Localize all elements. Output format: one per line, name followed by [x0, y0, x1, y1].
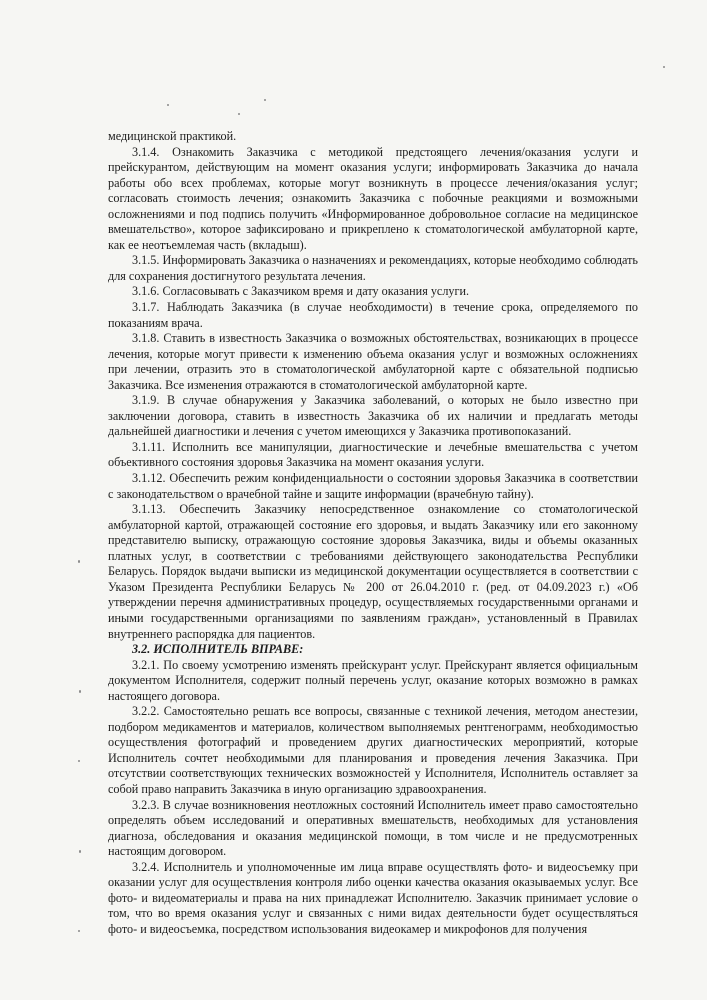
paragraph: 3.1.11. Исполнить все манипуляции, диагностические и лечебные вмешательства с учетом объективного состояния здоровья Заказчика на момент оказания услуги.: [108, 439, 638, 470]
paragraph: 3.1.6. Согласовывать с Заказчиком время и дату оказания услуги.: [132, 284, 470, 299]
scan-speck: [79, 850, 81, 853]
paragraph: 3.1.9. В случае обнаружения у Заказчика заболеваний, о которых не было известно при заключении договора, ставить в известность Заказчика об их наличии и предлагать методы дальнейшей диагностики и лечения с учетом имеющихся у Заказчика противопоказаний.: [108, 393, 638, 439]
scan-speck: [78, 930, 80, 932]
paragraph: 3.1.5. Информировать Заказчика о назначениях и рекомендациях, которые необходимо соблюдать для сохранения достигнутого результата лечения.: [108, 253, 638, 283]
scan-speck: [238, 113, 240, 115]
paragraph: 3.2.4. Исполнитель и уполномоченные им лица вправе осуществлять фото- и видеосъемку при оказании услуг для осуществления контроля либо оценки качества оказания оказываемых услуг. Все фото- и видеоматериалы и права на них принадлежат Исполнителю. Заказчик принимает условие о том, что во время оказания услуг и связанных с ними видах деятельности будет осуществляться фото- и видеосъемка, посредством использования видеокамер и микрофонов для получения: [108, 859, 638, 936]
scan-speck: [78, 560, 80, 563]
paragraph: 3.1.7. Наблюдать Заказчика (в случае необходимости) в течение срока, определяемого по показаниям врача.: [108, 300, 638, 330]
paragraph: 3.1.13. Обеспечить Заказчику непосредственное ознакомление со стоматологической амбулаторной картой, отражающей состояние его здоровья, и выдать Заказчику или его законному представителю выписку, отражающую состояние здоровья Заказчика, виды и объемы оказанных платных услуг, в соответствии с требованиями действующего законодательства Республики Беларусь. Порядок выдачи выписки из медицинской документации осуществляется в соответствии с Указом Президента Республики Беларусь № 200 от 26.04.2010 г. (ред. от 04.09.2023 г.) «Об утверждении перечня административных процедур, осуществляемых государственными органами и иными государственными организациями по заявлениям граждан», установленный в Правилах внутреннего распорядка для пациентов.: [108, 502, 638, 641]
paragraph: 3.2.3. В случае возникновения неотложных состояний Исполнитель имеет право самостоятельно определять объем исследований и оперативных вмешательств, необходимых для установления диагноза, обследования и оказания медицинской помощи, в том числе и не предусмотренных настоящим договором.: [108, 797, 638, 859]
paragraph: 3.2.2. Самостоятельно решать все вопросы, связанные с техникой лечения, методом анестезии, подбором медикаментов и материалов, количеством выполняемых рентгенограмм, необходимостью осуществления фотографий и проведением других диагностических мероприятий, которые Исполнитель сочтет необходимыми для планирования и проведения лечения Заказчика. При отсутствии соответствующих технических возможностей у Исполнителя, Исполнитель оставляет за собой право направить Заказчика в иную организацию здравоохранения.: [108, 704, 638, 796]
scan-speck: [78, 760, 80, 762]
scan-speck: [264, 99, 266, 101]
document-body: [108, 129, 638, 937]
paragraph: 3.1.4. Ознакомить Заказчика с методикой предстоящего лечения/оказания услуги и прейскурантом, действующим на момент оказания услуги; информировать Заказчика до начала работы обо всех проблемах, которые могут возникнуть в процессе лечения/оказания услуг; согласовать стоимость лечения; ознакомить Заказчика с побочные реакциями и возможными осложнениями и под подпись получить «Информированное добровольное согласие на медицинское вмешательство», которое зафиксировано и прикреплено к стоматологической амбулаторной карте, как ее неотъемлемая часть (вкладыш).: [108, 144, 638, 252]
paragraph: 3.1.8. Ставить в известность Заказчика о возможных обстоятельствах, возникающих в процессе лечения, которые могут привести к изменению объема оказания услуг и возможных осложнениях при лечении, отразить это в стоматологической амбулаторной карте с обязательной подписью Заказчика. Все изменения отражаются в стоматологической амбулаторной карте.: [108, 331, 638, 392]
paragraph: 3.2.1. По своему усмотрению изменять прейскурант услуг. Прейскурант является официальным документом Исполнителя, содержит полный перечень услуг, оказание которых возможно в рамках настоящего договора.: [108, 657, 638, 703]
scan-speck: [79, 690, 81, 693]
paragraph: медицинской практикой.: [108, 129, 237, 143]
section-heading: 3.2. ИСПОЛНИТЕЛЬ ВПРАВЕ:: [132, 642, 304, 657]
scan-speck: [167, 104, 169, 106]
scan-speck: [663, 66, 665, 68]
paragraph: 3.1.12. Обеспечить режим конфиденциальности о состоянии здоровья Заказчика в соответствии с законодательством о врачебной тайне и защите информации (врачебную тайну).: [108, 471, 638, 501]
